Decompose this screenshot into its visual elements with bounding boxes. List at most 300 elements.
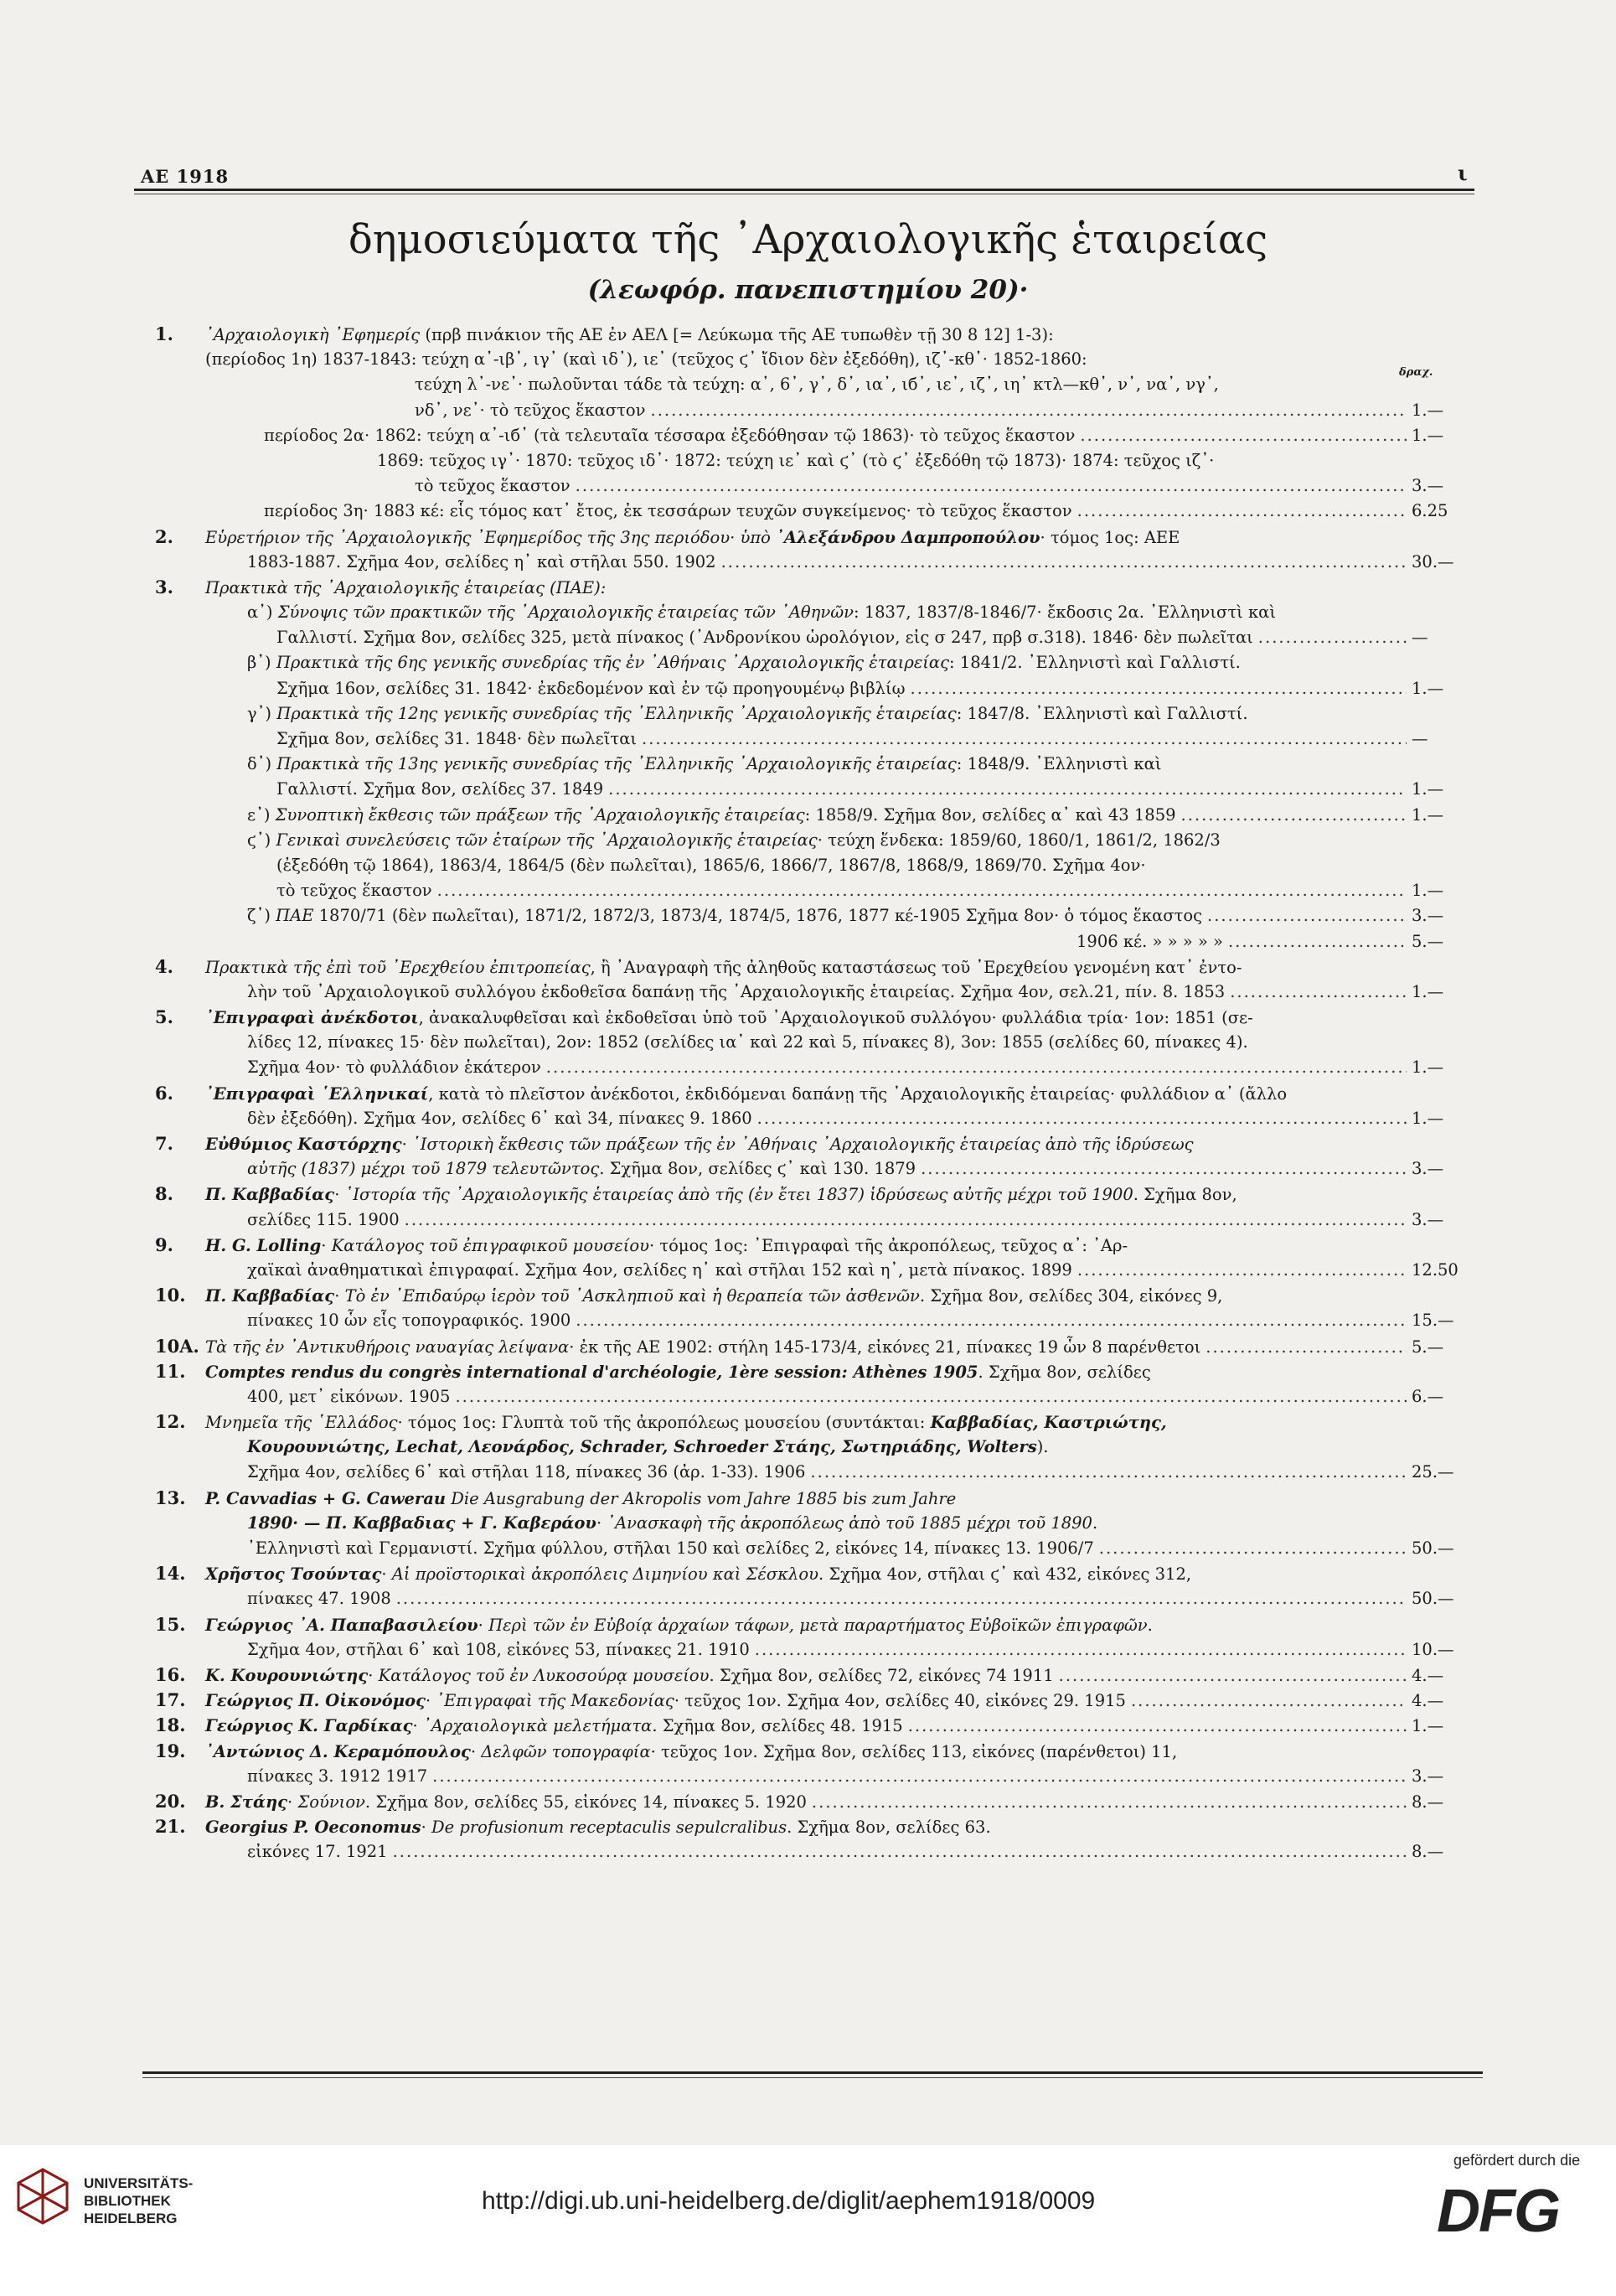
leader-dots [1230,980,1407,1005]
entry-text [415,398,646,423]
entry-text [205,1815,991,1839]
price: 10.— [1412,1639,1454,1659]
leader-dots [455,1384,1407,1409]
entry-text-segment: 1870/71 (δὲν πωλεῖται), 1871/2, 1872/3, 1873/4, 1874/5, 1876, 1877 κέ-1905 Σχῆμα 8ον· ὁ τόμος ἕκαστος [313,906,1203,926]
entry-text [205,1082,1287,1106]
entry-text-segment: ᾿Επιγραφαὶ τῆς Μακεδονίας [436,1691,674,1711]
entry-text-segment: Σχῆμα 16ον, σελίδες 31. 1842· ἐκδεδομένον καὶ ἐν τῷ προηγουμένῳ βιβλίῳ [276,678,906,698]
entry-text-segment: 1883-1887. Σχῆμα 4ον, σελίδες η᾿ καὶ στῆλαι 550. 1902 [247,551,716,571]
entry-number: 17. [155,1689,186,1711]
entry-text-segment: ῾Ιστορικὴ ἔκθεσις τῶν πράξεων τῆς ἐν ᾿Αθήναις ᾿Αρχαιολογικῆς ἑταιρείας ἀπὸ τῆς ἱδρύσεως [412,1135,1194,1154]
price: 8.— [1412,1842,1444,1862]
entry-text-segment: De profusionum receptaculis sepulcralibus [431,1818,787,1838]
entry-text-segment: 1906 κέ. » » » » » [1076,931,1223,951]
entry-text-segment: β᾿) [247,653,276,673]
entry-line [155,499,1479,524]
price: — [1412,628,1428,648]
entry-text-segment: Σχῆμα 4ον, στῆλαι 6᾿ καὶ 108, εἰκόνες 53, πίνακες 21. 1910 [247,1639,750,1659]
entry-line [155,473,1479,499]
entry-line [155,625,1479,650]
leader-dots [405,1207,1407,1233]
running-header: ΑΕ 1918 [141,166,230,187]
entry-text-segment: Γαλλιστί. Σχῆμα 8ον, σελίδες 37. 1849 [276,779,604,799]
entry-line [155,1739,1479,1764]
entry-text-segment: , ἀνακαλυφθεῖσαι καὶ ἐκδοθεῖσαι ὑπὸ τοῦ ᾿Αρχαιολογικοῦ συλλόγου· φυλλάδια τρία· 1ον: 1851 (σε- [418,1008,1253,1028]
entry-number: 9. [155,1233,173,1255]
entry-text-segment: · [368,1665,379,1685]
entry-text-segment: Πρακτικὰ τῆς 13ης γενικῆς συνεδρίας τῆς ᾿Ελληνικῆς ᾿Αρχαιολογικῆς ἑταιρείας [276,754,957,774]
library-name-line: BIBLIOTHEK [84,2193,171,2209]
entry-line [155,1308,1479,1333]
entry-number: 13. [155,1487,186,1508]
entry-text-segment: δὲν ἐξεδόθη). Σχῆμα 4ον, σελίδες 6᾿ καὶ 34, πίνακες 9. 1860 [247,1108,752,1128]
entry-text-segment: · [425,1691,436,1711]
entry-text [247,1308,571,1333]
price: 5.— [1412,1337,1444,1357]
entry-text [247,600,1276,625]
entry-text-segment: ᾿Επιγραφαὶ ῾Ελληνικαί [205,1083,429,1104]
entry-text [247,1460,805,1485]
currency-note: δραχ. [1399,366,1433,379]
entry-text-segment: ϛ᾿) [247,830,276,850]
entry-text-segment: , κατὰ τὸ πλεῖστον ἀνέκδοτοι, ἐκδιδόμεναι δαπάνῃ τῆς ᾿Αρχαιολογικῆς ἑταιρείας· φυλλάδιον α᾿ (ἄλλο [428,1083,1288,1104]
entry-line [155,550,1479,575]
entry-text [205,525,1180,550]
entry-text-segment: περίοδος 2α· 1862: τεύχη α᾿-ιб᾿ (τὰ τελευταῖα τέσσαρα ἐξεδόθησαν τῷ 1863)· τὸ τεῦχος ἕκαστον [264,425,1076,445]
price: 4.— [1412,1691,1444,1711]
entry-line [155,980,1479,1005]
entry-text [276,676,906,701]
entry-text [264,423,1075,448]
page-number: ι [1458,161,1468,185]
entry-text-segment: Σύνοψις τῶν πρακτικῶν τῆς ᾿Αρχαιολογικῆς ἑταιρείας τῶν ᾿Αθηνῶν [277,602,854,623]
entry-text [247,1511,1097,1536]
entry-text [276,878,432,903]
source-url-link[interactable]: http://digi.ub.uni-heidelberg.de/diglit/aephem1918/0009 [482,2187,1096,2215]
price: 1.— [1412,804,1444,825]
entry-line [155,1283,1479,1308]
entry-line [155,1688,1479,1713]
entry-text-segment: ᾿Αρχαιολογικὴ ᾿Εφημερίς [205,325,421,344]
entry-line [155,1055,1479,1080]
entry-text-segment: Κατάλογος τοῦ ἐν Λυκοσούρᾳ μουσείου [378,1665,710,1685]
entry-text-segment: Τὸ ἐν ᾿Επιδαύρῳ ἱερὸν τοῦ ᾿Ασκληπιοῦ καὶ ἡ θεραπεία τῶν ἀσθενῶν [344,1286,920,1306]
entry-text-segment: ᾿Ανασκαφὴ τῆς ἀκροπόλεως ἀπὸ τοῦ 1885 μέχρι τοῦ 1890 [607,1513,1092,1533]
entry-text-segment: (περίοδος 1η) 1837-1843: τεύχη α᾿-ιβ᾿, ιγ᾿ (καὶ ιδ᾿), ιε᾿ (τεῦχος ϛ᾿ ἴδιον δὲν ἐξεδόθη), ιζ᾿-κθ᾿· 1852-1860: [205,349,1087,370]
entry-text-segment: : 1847/8. ᾿Ελληνιστὶ καὶ Γαλλιστί. [956,703,1248,723]
leader-dots [755,1637,1407,1663]
price: 3.— [1412,1159,1444,1179]
leader-dots [608,777,1407,802]
price: 1.— [1412,1716,1444,1736]
entry-number: 14. [155,1563,186,1585]
entry-line [155,1586,1479,1611]
entry-text [247,701,1248,727]
entry-text [276,777,603,802]
entry-number: 10. [155,1285,186,1306]
entry-text-segment: Σχῆμα 4ον, σελίδες 6᾿ καὶ στῆλαι 118, πίνακες 36 (ἀρ. 1-33). 1906 [247,1462,806,1482]
entry-text-segment: : 1848/9. ᾿Ελληνιστὶ καὶ [956,754,1162,774]
entry-text-segment: Σχῆμα 8ον, σελίδες 31. 1848· δὲν πωλεῖται [276,729,638,748]
leader-dots [921,1156,1407,1182]
entry-line [155,1612,1479,1637]
library-name [84,2174,193,2227]
entry-text-segment: Περὶ τῶν ἐν Εὐβοίᾳ ἀρχαίων τάφων, μετὰ παραρτήματος Εὐβοϊκῶν ἐπιγραφῶν [488,1615,1148,1635]
entry-line [155,1081,1479,1106]
price: 1.— [1412,1058,1444,1078]
price: 3.— [1412,1766,1444,1786]
entry-text-segment: : 1837, 1837/8-1846/7· ἔκδοσις 2α. ᾿Ελληνιστὶ καὶ [853,602,1276,623]
entry-line [155,777,1479,802]
entry-text-segment: Γεώργιος Κ. Γαρδίκας [205,1716,413,1736]
entry-text-segment: Β. Στάης [205,1792,288,1812]
price: 12.50 [1412,1259,1459,1280]
leader-dots [812,1790,1407,1814]
entry-text-segment: Κ. Κουρουνιώτης [205,1665,369,1685]
entry-text-segment: χαϊκαὶ ἀναθηματικαὶ ἐπιγραφαί. Σχῆμα 4ον, σελίδες η᾿ καὶ στῆλαι 152 καὶ η᾿, μετὰ πίνακος. 1899 [247,1259,1072,1280]
entry-text [247,1258,1072,1283]
entry-line [155,1839,1479,1864]
price: 1.— [1412,425,1444,445]
entry-text-segment: · [421,1818,431,1838]
price: 1.— [1412,678,1444,698]
leader-dots [1258,625,1407,650]
entry-text [205,576,606,600]
entry-text-segment: · [334,1286,345,1306]
leader-dots [1099,1536,1407,1561]
price: 1.— [1412,981,1444,1001]
entry-text-segment: Γεώργιος ᾿Α. Παπαβασιλείου [205,1615,478,1635]
entry-text [377,448,1214,473]
entry-text-segment: Γεώργιος Π. Οἰκονόμος [205,1691,426,1711]
entry-text-segment: · τόμος 1ος: ΑΕΕ [1040,527,1180,547]
entry-line [155,575,1479,600]
entry-number: 18. [155,1714,186,1736]
entry-text [247,1384,450,1409]
leader-dots [642,727,1407,752]
entry-number: 3. [155,576,173,597]
entry-text [205,955,1242,980]
entry-text-segment: πίνακες 3. 1912 1917 [247,1766,428,1786]
entry-text [205,1613,1153,1637]
entry-text [205,347,1087,372]
page-title: δημοσιεύματα τῆς ᾿Αρχαιολογικῆς ἑταιρείας [348,216,1268,263]
entry-text-segment: Σούνιον [297,1792,365,1812]
entry-text-segment: · [401,1135,413,1154]
price: 1.— [1412,779,1444,799]
price: 8.— [1412,1792,1444,1812]
entry-line [155,828,1479,853]
entry-text-segment: σελίδες 115. 1900 [247,1209,400,1229]
leader-dots [393,1839,1407,1864]
leader-dots [1059,1663,1407,1688]
entry-text-segment: Σχῆμα 4ον· τὸ φυλλάδιον ἑκάτερον [247,1058,541,1078]
entry-line [155,1663,1479,1688]
entry-text-segment: · τεῦχος 1ον. Σχῆμα 8ον, σελίδες 113, εἰκόνες (παρένθετοι) 11, [650,1741,1178,1761]
entry-line [155,1334,1479,1359]
price: 6.— [1412,1386,1444,1406]
library-name-line: UNIVERSITÄTS- [84,2175,194,2191]
entry-line [155,1131,1479,1156]
entry-number: 6. [155,1082,173,1104]
price: 3.— [1412,1209,1444,1229]
leader-dots [908,1714,1407,1738]
entry-line [155,322,1479,347]
entry-text-segment: . [1147,1615,1153,1635]
entry-line [155,1486,1479,1511]
entry-text-segment: . Σχῆμα 8ον, σελίδες 304, εἰκόνες 9, [919,1286,1223,1306]
entry-text [247,1637,750,1663]
entry-text-segment: ᾿Ελληνιστὶ καὶ Γερμανιστί. Σχῆμα φύλλου, στῆλαι 150 καὶ σελίδες 2, εἰκόνες 14, πίνακες 13. 1906/7 [247,1538,1094,1558]
entry-text-segment: Τὰ τῆς ἐν ᾿Αντικυθήροις ναυαγίας λείψανα [205,1337,570,1357]
entry-text-segment: · [381,1564,392,1585]
entry-text [205,1360,1151,1384]
entry-text [205,1335,1200,1359]
leader-dots [810,1460,1407,1485]
entry-text [205,1182,1237,1207]
entry-line [155,448,1479,473]
entry-line [155,701,1479,727]
price: 1.— [1412,881,1444,901]
entry-text-segment: 1869: τεῦχος ιγ᾿· 1870: τεῦχος ιδ᾿· 1872: τεύχη ιε᾿ καὶ ϛ᾿ (τὸ ϛ᾿ ἐξεδόθη τῷ 1873)· 1874: τεῦχος ιζ᾿· [377,450,1215,470]
entry-text-segment: ᾿Αρχαιολογικὰ μελετήματα [422,1716,653,1736]
entry-text-segment: Κατάλογος τοῦ ἐπιγραφικοῦ μουσείου [331,1235,649,1255]
entry-text-segment: αὐτῆς (1837) μέχρι τοῦ 1879 τελευτῶντος [247,1159,600,1179]
entry-line [155,727,1479,752]
entry-text-segment: ῾Ιστορία τῆς ᾿Αρχαιολογικῆς ἑταιρείας ἀπὸ τῆς (ἐν ἔτει 1837) ἱδρύσεως αὐτῆς μέχρι τοῦ 1900 [344,1185,1133,1205]
entry-text-segment: 1890· — Π. Καββαδιας + Γ. Καβεράου [247,1513,596,1533]
entry-number: 19. [155,1740,186,1761]
entry-text [205,1006,1253,1030]
entry-text-segment: · [478,1615,489,1635]
entry-text [205,1487,956,1511]
entry-text-segment: Comptes rendus du congrès international d'archéologie, 1ère session: Athènes 1905 [205,1362,978,1382]
entry-text-segment: · ἐκ τῆς ΑΕ 1902: στήλη 145-173/4, εἰκόνες 21, πίνακες 19 ὧν 8 παρένθετοι [569,1337,1201,1357]
entry-text [247,803,1176,828]
leader-dots [1080,423,1407,448]
entry-line [155,1030,1479,1055]
entry-text [264,499,1072,524]
entry-text [247,1764,427,1789]
entry-text-segment: : 1841/2. ᾿Ελληνιστὶ καὶ Γαλλιστί. [949,653,1241,673]
header-rule [134,189,1474,191]
leader-dots [1077,1258,1407,1283]
entry-text-segment: Γενικαὶ συνελεύσεις τῶν ἑταίρων τῆς ᾿Αρχαιολογικῆς ἑταιρείας [276,830,818,850]
entry-line [155,1789,1479,1814]
entry-line [155,600,1479,625]
entry-text-segment: ΠΑΕ [276,906,314,926]
entry-text-segment: · τόμος 1ος: ᾿Επιγραφαὶ τῆς ἀκροπόλεως, τεῦχος α᾿: ᾿Αρ- [648,1235,1128,1255]
leader-dots [576,473,1407,499]
entry-text [247,1207,400,1233]
price: 50.— [1412,1538,1454,1558]
entry-text [205,323,1054,347]
entry-number: 10A. [155,1335,199,1357]
entry-line [155,1764,1479,1789]
entry-number: 4. [155,955,173,977]
entry-line [155,525,1479,550]
entry-text [205,1284,1222,1308]
entry-text-segment: · [287,1792,298,1812]
entry-line [155,347,1479,372]
entry-text [247,1030,1248,1055]
entry-text [247,752,1161,777]
page-subtitle: (λεωφόρ. πανεπιστημίου 20)· [587,275,1029,305]
entry-text-segment: · τόμος 1ος: Γλυπτὰ τοῦ τῆς ἀκροπόλεως μουσείου (συντάκται: [397,1413,931,1433]
entry-text [247,1055,541,1080]
entry-text-segment: (ἐξεδόθη τῷ 1864), 1863/4, 1864/5 (δὲν πωλεῖται), 1865/6, 1866/7, 1867/8, 1868/9, 1869/70. Σχῆμα 4ον· [276,855,1146,875]
entry-text [415,473,571,499]
entry-text-segment: · τεύχη ἕνδεκα: 1859/60, 1860/1, 1861/2, 1862/3 [817,830,1221,850]
library-name-line: HEIDELBERG [84,2211,178,2226]
entry-line [155,752,1479,777]
dfg-logo: DFG [1437,2178,1559,2245]
leader-dots [721,550,1407,575]
entry-text-segment: Πρακτικὰ τῆς ἐπὶ τοῦ ᾿Ερεχθείου ἐπιτροπείας [205,957,591,977]
price: 3.— [1412,476,1444,496]
entry-text-segment: Γαλλιστί. Σχῆμα 8ον, σελίδες 325, μετὰ πίνακος (᾿Ανδρονίκου ὡρολόγιον, εἰς σ 247, πρβ σ.318). 1846· δὲν πωλεῖται [276,628,1253,648]
price: 50.— [1412,1589,1454,1609]
entry-line [155,1156,1479,1182]
digitization-footer [0,2145,1616,2296]
entry-line [155,1005,1479,1030]
entry-text-segment: εἰκόνες 17. 1921 [247,1842,388,1862]
entry-text-segment: Πρακτικὰ τῆς ᾿Αρχαιολογικῆς ἑταιρείας (ΠΑΕ): [205,577,607,597]
entry-text-segment: . Σχῆμα 8ον, σελίδες 55, εἰκόνες 14, πίνακες 5. 1920 [364,1792,807,1812]
entry-text-segment: . Σχῆμα 8ον, [1133,1185,1237,1205]
entry-text-segment: · [470,1741,482,1761]
price: 25.— [1412,1462,1454,1482]
entry-text [205,1410,1167,1435]
entry-line [155,1182,1479,1207]
price: — [1412,729,1428,748]
entry-text-segment: · [596,1513,607,1533]
entry-text-segment: Μνημεῖα τῆς ῾Ελλάδος [205,1413,398,1433]
entry-text-segment: Κουρουνιώτης, Lechat, Λεονάρδος, Schrader, Schroeder Στάης, Σωτηριάδης, Wolters [247,1437,1037,1457]
entry-line [155,1536,1479,1561]
entry-number: 8. [155,1183,173,1205]
price: 1.— [1412,400,1444,420]
entry-text-segment: 400, μετ᾿ εἰκόνων. 1905 [247,1386,451,1406]
entry-number: 20. [155,1790,186,1812]
entry-text [247,1839,388,1864]
entry-text [205,1233,1128,1258]
entry-text-segment: ᾿Αντώνιος Δ. Κεραμόπουλος [205,1741,471,1761]
entry-line [155,1384,1479,1409]
entry-text [276,727,637,752]
entry-number: 2. [155,525,173,547]
footer-rule [142,2071,1483,2074]
price: 4.— [1412,1665,1444,1685]
entry-number: 5. [155,1006,173,1028]
entry-text-segment: · [412,1716,423,1736]
entry-text [205,1688,1126,1713]
entry-text-segment: νδ᾿, νε᾿· τὸ τεῦχος ἕκαστον [415,400,646,420]
entry-text [247,1586,391,1611]
entry-text-segment: · [321,1235,332,1255]
leader-dots [651,398,1407,423]
leader-dots [396,1586,1407,1611]
leader-dots [911,676,1407,701]
funding-note: gefördert durch die [1453,2152,1581,2169]
entry-text-segment: τεύχη λ᾿-νε᾿· πωλοῦνται τάδε τὰ τεύχη: α᾿, 6᾿, γ᾿, δ᾿, ια᾿, ιб᾿, ιε᾿, ιζ᾿, ιη᾿ κτλ—κθ᾿, ν᾿, να᾿, νγ᾿, [415,375,1219,395]
entry-text-segment: Χρῆστος Τσούντας [205,1564,382,1585]
entry-text [1076,929,1223,954]
entry-text [205,1132,1194,1156]
entry-text [205,1714,903,1738]
entry-text [205,1790,807,1814]
leader-dots [432,1764,1407,1789]
entry-number: 15. [155,1613,186,1635]
entry-text [247,828,1221,853]
price: 5.— [1412,931,1444,951]
entry-text [205,1562,1191,1586]
entry-line [155,1258,1479,1283]
leader-dots [576,1308,1407,1333]
entry-text-segment: P. Cavvadias + G. Cawerau [205,1488,447,1508]
entry-text-segment: Πρακτικὰ τῆς 6ης γενικῆς συνεδρίας τῆς ἐν ᾿Αθήναις ᾿Αρχαιολογικῆς ἑταιρείας [276,653,950,673]
entry-text-segment: ζ᾿) [247,906,276,926]
entry-number: 11. [155,1360,186,1382]
entry-text-segment: . Σχῆμα 8ον, σελίδες 72, εἰκόνες 74 1911 [709,1665,1054,1685]
entry-line [155,1106,1479,1131]
entry-text [247,550,716,575]
entry-text [247,1536,1094,1561]
entry-text-segment: . Σχῆμα 8ον, σελίδες [978,1362,1151,1382]
footer-rule-thin [142,2077,1483,2078]
entry-text [415,372,1219,397]
entry-line [155,903,1479,928]
entry-text-segment: , ἢ ᾿Αναγραφὴ τῆς ἀληθοῦς καταστάσεως τοῦ ᾿Ερεχθείου γενομένη κατ᾿ ἐντο- [590,957,1242,977]
entry-text [276,625,1253,650]
price: 15.— [1412,1311,1454,1331]
leader-dots [437,878,1407,903]
entry-line [155,1359,1479,1384]
entry-text-segment: (πρβ πινάκιον τῆς ΑΕ ἐν ΑΕΛ [= Λεύκωμα τῆς ΑΕ τυπωθὲν τῇ 30 8 12] 1-3): [420,325,1054,344]
price: 3.— [1412,906,1444,926]
leader-dots [1228,929,1407,954]
entry-line [155,1713,1479,1738]
entry-number: 21. [155,1816,186,1838]
entry-line [155,878,1479,903]
entry-text-segment: ). [1036,1437,1049,1457]
entry-line [155,803,1479,828]
entry-text-segment: Εὑρετήριον τῆς ᾿Αρχαιολογικῆς ᾿Εφημερίδος τῆς 3ης περιόδου· ὑπὸ [205,527,777,547]
entry-line [155,1409,1479,1435]
entry-text [247,650,1241,675]
entry-line [155,423,1479,448]
entry-text [247,903,1202,928]
entry-text-segment: Π. Καββαδίας [205,1185,335,1205]
leader-dots [1181,803,1407,828]
entry-text [247,1156,916,1182]
entry-text-segment: περίοδος 3η· 1883 κέ: εἷς τόμος κατ᾿ ἔτος, ἐκ τεσσάρων τευχῶν συγκείμενος· τὸ τεῦχος ἕκαστον [264,501,1072,521]
price: 6.25 [1412,501,1448,521]
entry-line [155,650,1479,675]
entry-line [155,676,1479,701]
entry-text-segment: Georgius P. Oeconomus [205,1818,421,1838]
entry-text-segment: δ᾿) [247,754,277,774]
entry-text-segment: . Σχῆμα 4ον, στῆλαι ϛ᾿ καὶ 432, εἰκόνες 312, [818,1564,1192,1585]
entry-text-segment: α᾿) [247,602,278,623]
entry-text-segment: ε᾿) [247,804,276,825]
publication-list [155,322,1479,1864]
entry-text [247,1106,752,1131]
entry-text-segment: Καββαδίας, Καστριώτης, [930,1413,1167,1433]
entry-number: 7. [155,1133,173,1154]
entry-text-segment: . [1092,1513,1098,1533]
entry-text-segment: πίνακες 10 ὧν εἷς τοπογραφικός. 1900 [247,1311,571,1331]
